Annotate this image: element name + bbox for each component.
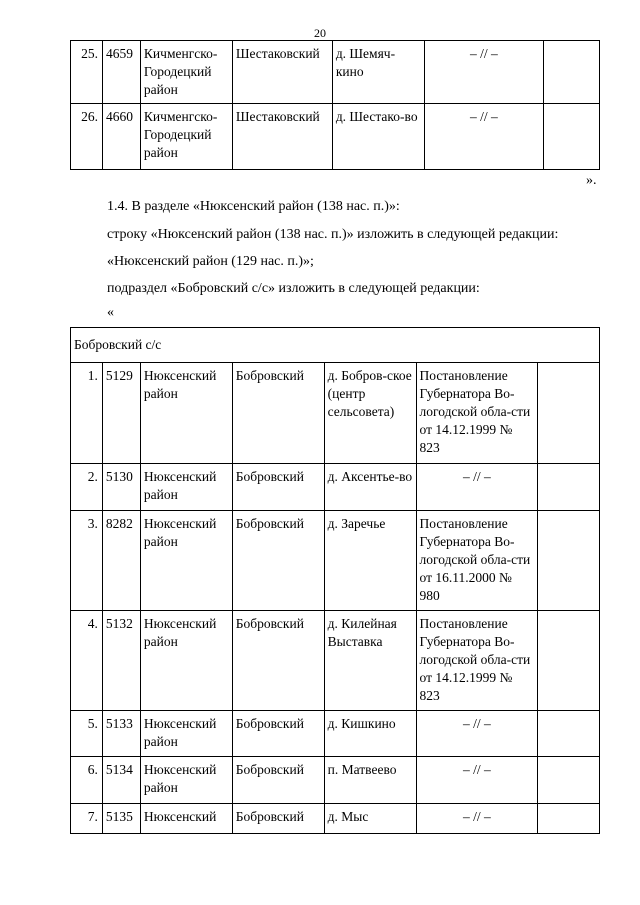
subsection-row bbox=[71, 328, 600, 363]
row-document: Постановление Губернатора Во-логодской обла-сти от 16.11.2000 № 980 bbox=[416, 511, 538, 611]
table-row bbox=[71, 363, 600, 464]
row-district: Нюксенский район bbox=[140, 711, 232, 757]
paragraph-row-change: строку «Нюксенский район (138 нас. п.)» изложить в следующей редакции: bbox=[107, 227, 559, 242]
row-number: 26. bbox=[71, 104, 103, 170]
row-empty bbox=[538, 711, 600, 757]
paragraph-section: 1.4. В разделе «Нюксенский район (138 нас. п.)»: bbox=[107, 199, 400, 214]
table-row bbox=[71, 804, 600, 834]
table-row bbox=[71, 511, 600, 611]
table-row bbox=[71, 757, 600, 804]
row-code: 8282 bbox=[102, 511, 140, 611]
row-council: Бобровский bbox=[232, 804, 324, 834]
row-place: д. Шестако-во bbox=[332, 104, 424, 170]
row-number: 2. bbox=[71, 464, 103, 511]
row-number: 6. bbox=[71, 757, 103, 804]
row-district: Кичменгско-Городецкий район bbox=[140, 41, 232, 104]
row-place: д. Заречье bbox=[324, 511, 416, 611]
row-district: Нюксенский район bbox=[140, 511, 232, 611]
paragraph-new-row: «Нюксенский район (129 нас. п.)»; bbox=[107, 254, 314, 269]
row-code: 4660 bbox=[102, 104, 140, 170]
row-council: Бобровский bbox=[232, 464, 324, 511]
row-code: 5135 bbox=[102, 804, 140, 834]
row-document: – // – bbox=[424, 104, 544, 170]
row-code: 5130 bbox=[102, 464, 140, 511]
row-number: 25. bbox=[71, 41, 103, 104]
row-district: Кичменгско-Городецкий район bbox=[140, 104, 232, 170]
open-quote: « bbox=[107, 305, 114, 320]
row-place: д. Аксентье-во bbox=[324, 464, 416, 511]
row-place: д. Килейная Выставка bbox=[324, 611, 416, 711]
row-document: – // – bbox=[416, 757, 538, 804]
row-number: 3. bbox=[71, 511, 103, 611]
row-place: д. Шемяч-кино bbox=[332, 41, 424, 104]
row-document: – // – bbox=[416, 804, 538, 834]
closing-quote: ». bbox=[586, 173, 597, 188]
row-code: 5132 bbox=[102, 611, 140, 711]
row-place: д. Кишкино bbox=[324, 711, 416, 757]
row-council: Шестаковский bbox=[232, 41, 332, 104]
row-empty bbox=[538, 464, 600, 511]
row-document: Постановление Губернатора Во-логодской обла-сти от 14.12.1999 № 823 bbox=[416, 363, 538, 464]
row-empty bbox=[538, 363, 600, 464]
row-district: Нюксенский район bbox=[140, 363, 232, 464]
row-empty bbox=[538, 804, 600, 834]
table-row bbox=[71, 464, 600, 511]
row-empty bbox=[544, 41, 600, 104]
row-document: – // – bbox=[416, 711, 538, 757]
settlements-table bbox=[70, 327, 600, 834]
row-place: д. Бобров-ское (центр сельсовета) bbox=[324, 363, 416, 464]
row-code: 5134 bbox=[102, 757, 140, 804]
row-empty bbox=[538, 757, 600, 804]
row-council: Бобровский bbox=[232, 611, 324, 711]
page-number: 20 bbox=[314, 26, 326, 40]
row-code: 5133 bbox=[102, 711, 140, 757]
row-number: 1. bbox=[71, 363, 103, 464]
row-place: д. Мыс bbox=[324, 804, 416, 834]
subsection-title: Бобровский с/с bbox=[71, 328, 600, 363]
row-place: п. Матвеево bbox=[324, 757, 416, 804]
table-row bbox=[71, 611, 600, 711]
row-district: Нюксенский район bbox=[140, 757, 232, 804]
table-row bbox=[71, 711, 600, 757]
row-code: 4659 bbox=[102, 41, 140, 104]
row-number: 7. bbox=[71, 804, 103, 834]
row-council: Бобровский bbox=[232, 363, 324, 464]
row-council: Шестаковский bbox=[232, 104, 332, 170]
row-council: Бобровский bbox=[232, 711, 324, 757]
row-number: 5. bbox=[71, 711, 103, 757]
row-empty bbox=[538, 611, 600, 711]
row-council: Бобровский bbox=[232, 757, 324, 804]
table-row bbox=[71, 41, 600, 104]
row-district: Нюксенский bbox=[140, 804, 232, 834]
continued-table bbox=[70, 40, 600, 170]
row-number: 4. bbox=[71, 611, 103, 711]
row-council: Бобровский bbox=[232, 511, 324, 611]
row-document: – // – bbox=[424, 41, 544, 104]
row-empty bbox=[538, 511, 600, 611]
row-district: Нюксенский район bbox=[140, 611, 232, 711]
row-code: 5129 bbox=[102, 363, 140, 464]
row-document: Постановление Губернатора Во-логодской обла-сти от 14.12.1999 № 823 bbox=[416, 611, 538, 711]
row-empty bbox=[544, 104, 600, 170]
row-district: Нюксенский район bbox=[140, 464, 232, 511]
table-row bbox=[71, 104, 600, 170]
paragraph-subsection: подраздел «Бобровский с/с» изложить в следующей редакции: bbox=[107, 281, 480, 296]
row-document: – // – bbox=[416, 464, 538, 511]
